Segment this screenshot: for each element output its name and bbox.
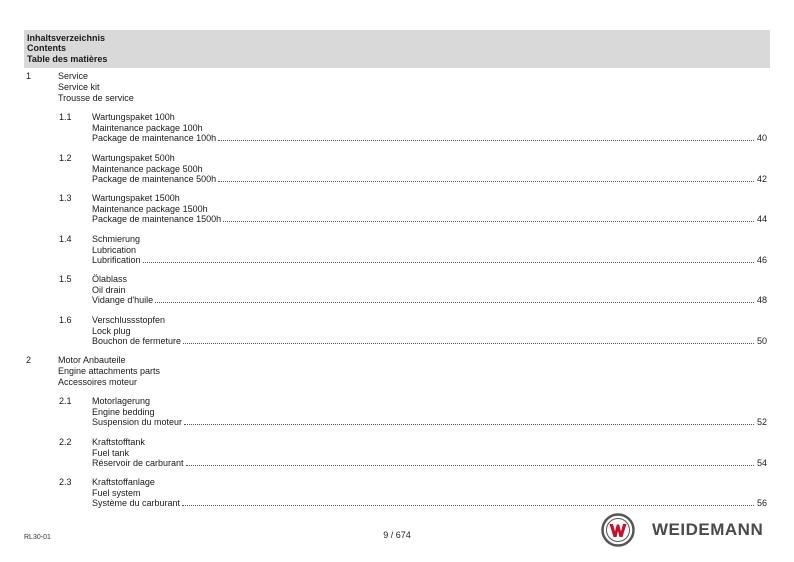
entry-number: 2.2 [59, 437, 72, 447]
entry-title-de[interactable]: Schmierung [92, 234, 141, 244]
brand-wordmark: WEIDEMANN [652, 520, 764, 539]
entry-page-number: 54 [756, 458, 767, 468]
entry-title-de[interactable]: Motorlagerung [92, 396, 151, 406]
dot-leader [182, 505, 754, 506]
section-number: 1 [26, 71, 32, 81]
entry-number: 2.1 [59, 396, 72, 406]
dot-leader [218, 140, 754, 141]
document-code: RL30-01 [24, 534, 51, 541]
section-number: 2 [26, 355, 32, 365]
dot-leader [186, 465, 754, 466]
entry-leader-line[interactable] [92, 498, 767, 508]
entry-page-number: 56 [756, 498, 767, 508]
section-title-en[interactable]: Engine attachments parts [58, 366, 161, 376]
entry-title-de[interactable]: Verschlussstopfen [92, 315, 166, 325]
entry-title-de[interactable]: Wartungspaket 500h [92, 153, 175, 163]
dot-leader [184, 424, 754, 425]
entry-title-de[interactable]: Ölablass [92, 274, 128, 284]
entry-title-fr: Vidange d'huile [92, 295, 154, 305]
entry-leader-line[interactable] [92, 214, 767, 224]
entry-leader-line[interactable] [92, 255, 767, 265]
entry-leader-line[interactable] [92, 336, 767, 346]
dot-leader [155, 302, 754, 303]
section-title-en[interactable]: Service kit [58, 82, 100, 92]
entry-leader-line[interactable] [92, 458, 767, 468]
entry-leader-line[interactable] [92, 417, 767, 427]
entry-page-number: 44 [756, 214, 767, 224]
entry-title-en[interactable]: Oil drain [92, 285, 126, 295]
entry-page-number: 52 [756, 417, 767, 427]
entry-page-number: 40 [756, 133, 767, 143]
entry-title-de[interactable]: Wartungspaket 100h [92, 112, 175, 122]
page-indicator: 9 / 674 [383, 530, 411, 540]
entry-number: 1.6 [59, 315, 72, 325]
section-title-fr[interactable]: Accessoires moteur [58, 377, 138, 387]
toc-title-fr: Table des matières [27, 54, 108, 64]
entry-title-fr: Bouchon de fermeture [92, 336, 182, 346]
entry-title-en[interactable]: Maintenance package 500h [92, 164, 203, 174]
entry-title-fr: Package de maintenance 500h [92, 174, 217, 184]
entry-title-fr: Lubrification [92, 255, 141, 265]
entry-leader-line[interactable] [92, 295, 767, 305]
dot-leader [183, 343, 754, 344]
entry-title-en[interactable]: Maintenance package 100h [92, 123, 203, 133]
entry-title-en[interactable]: Maintenance package 1500h [92, 204, 208, 214]
entry-title-de[interactable]: Wartungspaket 1500h [92, 193, 180, 203]
section-title-fr[interactable]: Trousse de service [58, 93, 134, 103]
entry-title-fr: Réservoir de carburant [92, 458, 184, 468]
entry-title-en[interactable]: Fuel tank [92, 448, 130, 458]
dot-leader [143, 262, 754, 263]
entry-title-fr: Système du carburant [92, 498, 181, 508]
entry-number: 1.1 [59, 112, 72, 122]
entry-title-de[interactable]: Kraftstoffanlage [92, 477, 155, 487]
entry-title-fr: Package de maintenance 100h [92, 133, 217, 143]
entry-title-fr: Suspension du moteur [92, 417, 183, 427]
toc-title-de: Inhaltsverzeichnis [27, 33, 106, 43]
entry-page-number: 42 [756, 174, 767, 184]
entry-title-de[interactable]: Kraftstofftank [92, 437, 145, 447]
entry-number: 1.3 [59, 193, 72, 203]
weidemann-logo-icon [601, 513, 635, 547]
dot-leader [218, 181, 754, 182]
section-title-de[interactable]: Service [58, 71, 89, 81]
entry-title-fr: Package de maintenance 1500h [92, 214, 222, 224]
entry-page-number: 48 [756, 295, 767, 305]
entry-page-number: 50 [756, 336, 767, 346]
entry-title-en[interactable]: Lock plug [92, 326, 131, 336]
entry-page-number: 46 [756, 255, 767, 265]
entry-title-en[interactable]: Engine bedding [92, 407, 155, 417]
section-title-de[interactable]: Motor Anbauteile [58, 355, 126, 365]
toc-title-en: Contents [27, 43, 66, 53]
entry-number: 1.4 [59, 234, 72, 244]
entry-title-en[interactable]: Lubrication [92, 245, 137, 255]
entry-number: 1.5 [59, 274, 72, 284]
entry-title-en[interactable]: Fuel system [92, 488, 141, 498]
entry-leader-line[interactable] [92, 133, 767, 143]
entry-leader-line[interactable] [92, 174, 767, 184]
toc-header [24, 30, 770, 68]
dot-leader [223, 221, 754, 222]
entry-number: 2.3 [59, 477, 72, 487]
entry-number: 1.2 [59, 153, 72, 163]
